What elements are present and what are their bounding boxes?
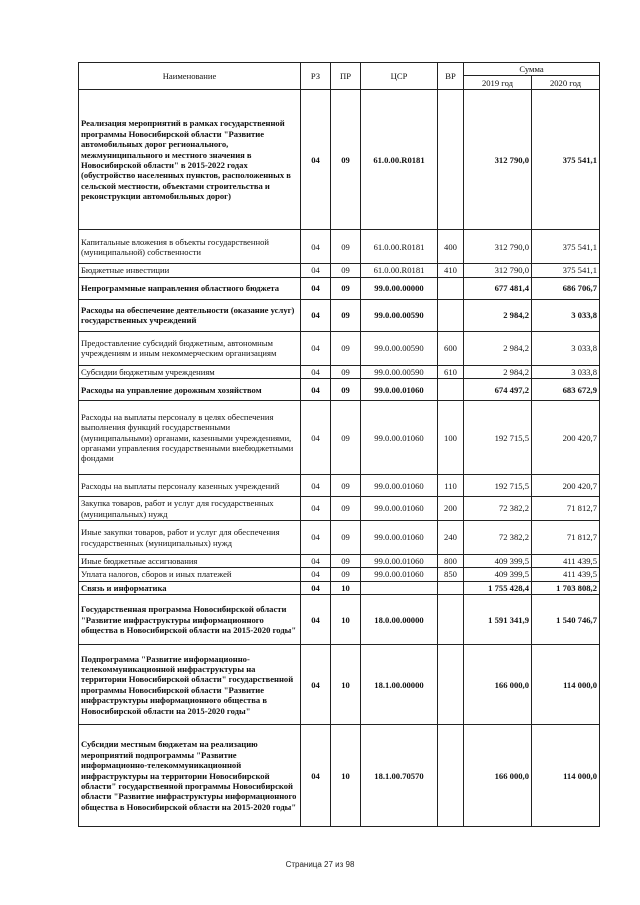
budget-table [78,62,600,827]
row-pr-cell: 09 [331,90,361,230]
row-name-cell: Расходы на выплаты персоналу казенных учреждений [79,475,301,497]
row-csr-cell: 18.1.00.00000 [361,645,438,725]
row-sum-2020-cell: 686 706,7 [532,277,600,299]
row-vr-cell [438,725,464,827]
row-csr-cell: 99.0.00.01060 [361,568,438,581]
table-row [79,90,600,230]
row-vr-cell [438,299,464,331]
row-vr-cell: 100 [438,401,464,475]
row-rz-cell: 04 [301,645,331,725]
row-pr-cell: 09 [331,568,361,581]
page-number: Страница 27 из 98 [285,860,355,869]
row-vr-cell: 240 [438,521,464,555]
row-sum-2019-cell: 1 591 341,9 [464,595,532,645]
row-rz-cell: 04 [301,725,331,827]
header-year-2020: 2020 год [532,76,600,90]
row-sum-2020-cell: 3 033,8 [532,331,600,365]
table-row [79,299,600,331]
row-csr-cell: 61.0.00.R0181 [361,264,438,277]
row-name-cell: Непрограммные направления областного бюджета [79,277,301,299]
row-pr-cell: 09 [331,521,361,555]
row-sum-2020-cell: 1 540 746,7 [532,595,600,645]
row-name-cell: Уплата налогов, сборов и иных платежей [79,568,301,581]
row-vr-cell: 600 [438,331,464,365]
row-vr-cell: 110 [438,475,464,497]
row-csr-cell: 18.0.00.00000 [361,595,438,645]
row-pr-cell: 09 [331,475,361,497]
row-pr-cell: 09 [331,299,361,331]
table-row [79,497,600,521]
table-row [79,379,600,401]
row-pr-cell: 09 [331,379,361,401]
row-name-cell: Бюджетные инвестиции [79,264,301,277]
row-pr-cell: 09 [331,555,361,568]
row-pr-cell: 09 [331,230,361,264]
table-row [79,595,600,645]
row-sum-2019-cell: 312 790,0 [464,90,532,230]
row-vr-cell [438,379,464,401]
row-pr-cell: 09 [331,331,361,365]
row-csr-cell: 99.0.00.01060 [361,379,438,401]
table-row [79,645,600,725]
row-csr-cell: 99.0.00.01060 [361,497,438,521]
row-name-cell: Подпрограмма "Развитие информационно-телекоммуникационной инфраструктуры на территории Новосибирской области" государственной программы Новосибирской области "Развитие инфраструктуры информационного общества в Новосибирской области на 2015-2020 годы" [79,645,301,725]
row-sum-2019-cell: 2 984,2 [464,299,532,331]
row-sum-2020-cell: 71 812,7 [532,521,600,555]
row-csr-cell: 99.0.00.00590 [361,365,438,378]
table-row [79,365,600,378]
row-name-cell: Иные бюджетные ассигнования [79,555,301,568]
row-vr-cell [438,277,464,299]
row-csr-cell: 99.0.00.01060 [361,401,438,475]
row-sum-2020-cell: 114 000,0 [532,725,600,827]
row-csr-cell: 99.0.00.01060 [361,555,438,568]
row-sum-2020-cell: 375 541,1 [532,90,600,230]
table-row [79,331,600,365]
row-pr-cell: 09 [331,497,361,521]
row-rz-cell: 04 [301,521,331,555]
table-row [79,568,600,581]
row-name-cell: Предоставление субсидий бюджетным, автономным учреждениям и иным некоммерческим организациям [79,331,301,365]
row-rz-cell: 04 [301,475,331,497]
row-sum-2020-cell: 200 420,7 [532,401,600,475]
table-row [79,277,600,299]
row-name-cell: Капитальные вложения в объекты государственной (муниципальной) собственности [79,230,301,264]
row-sum-2019-cell: 166 000,0 [464,645,532,725]
row-name-cell: Субсидии местным бюджетам на реализацию мероприятий подпрограммы "Развитие информационно-телекоммуникационной инфраструктуры на территории Новосибирской области" государственной программы Новосибирской области "Развитие инфраструктуры информационного общества в Новосибирской области на 2015-2020 годы" [79,725,301,827]
row-rz-cell: 04 [301,581,331,594]
row-name-cell: Расходы на обеспечение деятельности (оказание услуг) государственных учреждений [79,299,301,331]
header-csr: ЦСР [361,63,438,90]
row-sum-2019-cell: 72 382,2 [464,521,532,555]
row-vr-cell [438,645,464,725]
row-vr-cell: 610 [438,365,464,378]
row-sum-2019-cell: 312 790,0 [464,264,532,277]
table-row [79,230,600,264]
row-sum-2020-cell: 683 672,9 [532,379,600,401]
row-name-cell: Субсидии бюджетным учреждениям [79,365,301,378]
row-sum-2020-cell: 3 033,8 [532,365,600,378]
row-rz-cell: 04 [301,331,331,365]
row-csr-cell: 99.0.00.00590 [361,299,438,331]
row-csr-cell: 99.0.00.01060 [361,521,438,555]
row-rz-cell: 04 [301,365,331,378]
row-sum-2020-cell: 411 439,5 [532,555,600,568]
row-rz-cell: 04 [301,568,331,581]
row-name-cell: Государственная программа Новосибирской области "Развитие инфраструктуры информационного общества в Новосибирской области на 2015-2020 годы" [79,595,301,645]
row-pr-cell: 10 [331,645,361,725]
table-row [79,725,600,827]
row-sum-2019-cell: 166 000,0 [464,725,532,827]
row-rz-cell: 04 [301,299,331,331]
row-vr-cell: 200 [438,497,464,521]
row-vr-cell [438,595,464,645]
row-sum-2019-cell: 312 790,0 [464,230,532,264]
table-row [79,555,600,568]
row-pr-cell: 09 [331,264,361,277]
budget-table-sheet [78,62,599,827]
row-sum-2019-cell: 192 715,5 [464,401,532,475]
row-sum-2019-cell: 2 984,2 [464,331,532,365]
row-name-cell: Реализация мероприятий в рамках государственной программы Новосибирской области "Развитие автомобильных дорог регионального, межмуниципального и местного значения в Новосибирской области" в 2015-2022 годах (обустройство населенных пунктов, расположенных в сельской местности, объектами строительства и реконструкции автомобильных дорог) [79,90,301,230]
row-sum-2020-cell: 375 541,1 [532,230,600,264]
header-pr: ПР [331,63,361,90]
row-sum-2019-cell: 409 399,5 [464,555,532,568]
row-pr-cell: 09 [331,277,361,299]
row-csr-cell: 99.0.00.00590 [361,331,438,365]
header-sum: Сумма [464,63,600,76]
row-pr-cell: 10 [331,725,361,827]
header-year-2019: 2019 год [464,76,532,90]
row-pr-cell: 09 [331,365,361,378]
row-sum-2020-cell: 375 541,1 [532,264,600,277]
header-name: Наименование [79,63,301,90]
row-sum-2019-cell: 1 755 428,4 [464,581,532,594]
row-vr-cell [438,90,464,230]
row-csr-cell: 61.0.00.R0181 [361,230,438,264]
table-row [79,581,600,594]
row-csr-cell: 61.0.00.R0181 [361,90,438,230]
row-rz-cell: 04 [301,497,331,521]
row-rz-cell: 04 [301,401,331,475]
row-sum-2019-cell: 677 481,4 [464,277,532,299]
table-row [79,401,600,475]
row-csr-cell: 99.0.00.01060 [361,475,438,497]
row-sum-2020-cell: 411 439,5 [532,568,600,581]
row-rz-cell: 04 [301,555,331,568]
row-sum-2019-cell: 2 984,2 [464,365,532,378]
header-vr: ВР [438,63,464,90]
row-pr-cell: 10 [331,581,361,594]
row-csr-cell [361,581,438,594]
table-row [79,521,600,555]
table-row [79,475,600,497]
row-sum-2020-cell: 1 703 808,2 [532,581,600,594]
row-vr-cell: 400 [438,230,464,264]
row-sum-2019-cell: 674 497,2 [464,379,532,401]
row-sum-2019-cell: 72 382,2 [464,497,532,521]
row-csr-cell: 99.0.00.00000 [361,277,438,299]
table-body [79,90,600,827]
row-vr-cell: 850 [438,568,464,581]
row-name-cell: Расходы на выплаты персоналу в целях обеспечения выполнения функций государственными (муниципальными) органами, казенными учреждениями, органами управления государственными внебюджетными фондами [79,401,301,475]
row-sum-2020-cell: 71 812,7 [532,497,600,521]
row-csr-cell: 18.1.00.70570 [361,725,438,827]
row-vr-cell: 800 [438,555,464,568]
row-sum-2019-cell: 192 715,5 [464,475,532,497]
row-name-cell: Закупка товаров, работ и услуг для государственных (муниципальных) нужд [79,497,301,521]
row-rz-cell: 04 [301,595,331,645]
row-sum-2019-cell: 409 399,5 [464,568,532,581]
row-rz-cell: 04 [301,277,331,299]
row-name-cell: Связь и информатика [79,581,301,594]
row-name-cell: Иные закупки товаров, работ и услуг для обеспечения государственных (муниципальных) нужд [79,521,301,555]
row-rz-cell: 04 [301,264,331,277]
table-row [79,264,600,277]
row-vr-cell: 410 [438,264,464,277]
row-rz-cell: 04 [301,230,331,264]
row-rz-cell: 04 [301,90,331,230]
row-vr-cell [438,581,464,594]
row-sum-2020-cell: 200 420,7 [532,475,600,497]
row-name-cell: Расходы на управление дорожным хозяйством [79,379,301,401]
header-rz: РЗ [301,63,331,90]
row-pr-cell: 10 [331,595,361,645]
row-pr-cell: 09 [331,401,361,475]
row-sum-2020-cell: 3 033,8 [532,299,600,331]
row-sum-2020-cell: 114 000,0 [532,645,600,725]
row-rz-cell: 04 [301,379,331,401]
